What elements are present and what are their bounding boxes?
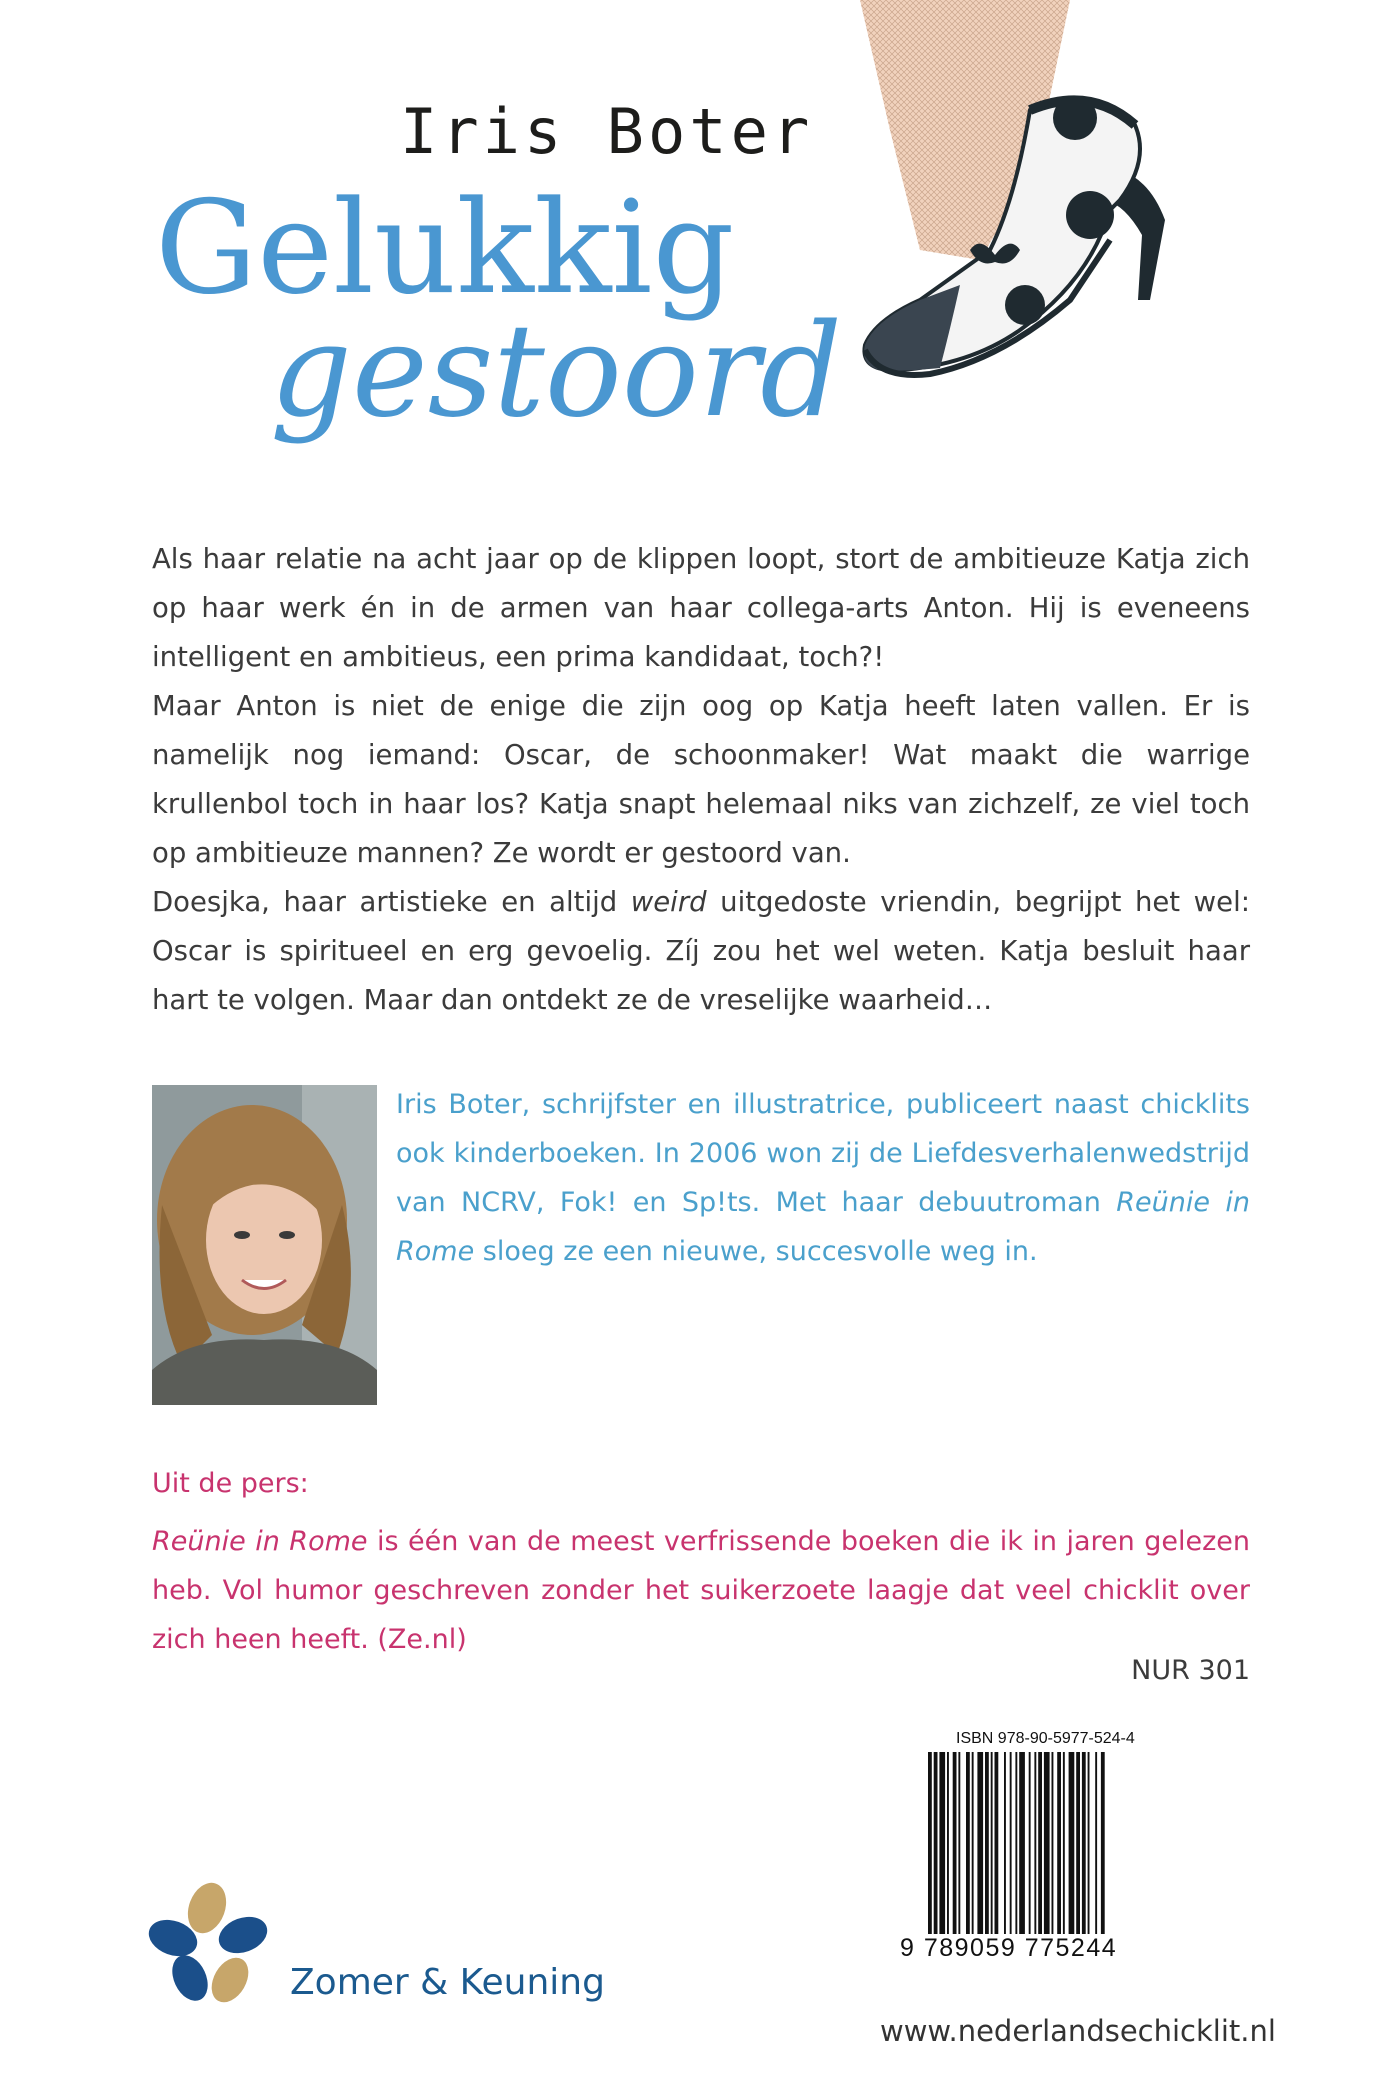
- blurb-paragraph-2: Maar Anton is niet de enige die zijn oog op Katja heeft laten vallen. Er is namelijk nog iemand: Oscar, de schoonmaker! Wat maakt die warrige krullenbol toch in haar los? Katja snapt helemaal niks van zichzelf, ze viel toch op ambitieuze mannen? Ze wordt er gestoord van.: [152, 690, 1250, 869]
- press-book-title: Reünie in Rome: [152, 1526, 368, 1557]
- barcode-bar: [1015, 1752, 1017, 1956]
- barcode-bar: [966, 1752, 970, 1956]
- publisher-logo-icon: [145, 1880, 270, 2005]
- barcode-bar: [985, 1752, 989, 1956]
- barcode-bar: [1063, 1752, 1065, 1956]
- barcode-bar: [1069, 1752, 1075, 1956]
- bio-text: Iris Boter, schrijfster en illustratrice, publiceert naast chicklits ook kinderboeken. In 2006 won zij de Liefdesverhalenwedstrijd van NCRV, Fok! en Sp!ts. Met haar debuutroman: [396, 1089, 1250, 1218]
- blurb-paragraph-3: [152, 878, 1250, 1025]
- barcode-bar: [1004, 1752, 1006, 1956]
- blurb-italic-word: weird: [630, 886, 707, 918]
- title-line-2: gestoord: [270, 297, 843, 446]
- barcode-bar: [977, 1752, 983, 1956]
- barcode-bar: [1010, 1752, 1012, 1956]
- blurb-paragraph-1: Als haar relatie na acht jaar op de klippen loopt, stort de ambitieuze Katja zich op haar werk én in de armen van haar collega-arts Anton. Hij is eveneens intelligent en ambitieus, een prima kandidaat, toch?!: [152, 543, 1250, 673]
- shoe-illustration: [820, 0, 1260, 440]
- barcode-bar: [991, 1752, 993, 1956]
- author-photo: [152, 1085, 377, 1405]
- barcode: [928, 1752, 1172, 1956]
- isbn-label: ISBN 978-90-5977-524-4: [956, 1730, 1135, 1747]
- nur-code: NUR 301: [1131, 1655, 1250, 1686]
- barcode-bar: [1076, 1752, 1080, 1956]
- blurb-text: Doesjka, haar artistieke en altijd: [152, 886, 631, 918]
- barcode-bar: [1029, 1752, 1031, 1956]
- barcode-bar: [947, 1752, 949, 1956]
- barcode-bar: [958, 1752, 960, 1956]
- barcode-bar: [1044, 1752, 1050, 1956]
- barcode-bar: [1034, 1752, 1036, 1956]
- barcode-bar: [1095, 1752, 1097, 1956]
- barcode-bar: [1038, 1752, 1042, 1956]
- barcode-bar: [934, 1752, 938, 1956]
- barcode-bar: [939, 1752, 945, 1956]
- author-bio: [396, 1080, 1250, 1276]
- barcode-bar: [1019, 1752, 1025, 1956]
- website-url: www.nederlandsechicklit.nl: [880, 2014, 1276, 2048]
- author-name: Iris Boter: [400, 95, 814, 168]
- barcode-bar: [1082, 1752, 1086, 1956]
- bio-book-title: Reünie in Rome: [396, 1187, 1250, 1267]
- barcode-bar: [928, 1752, 932, 1956]
- press-label: Uit de pers:: [152, 1468, 309, 1499]
- barcode-bar: [995, 1752, 999, 1956]
- barcode-bar: [1057, 1752, 1061, 1956]
- barcode-bar: [972, 1752, 974, 1956]
- barcode-bar: [953, 1752, 957, 1956]
- barcode-bar: [1052, 1752, 1054, 1956]
- barcode-bar: [1088, 1752, 1090, 1956]
- press-quote: [152, 1517, 1250, 1664]
- bio-text: sloeg ze een nieuwe, succesvolle weg in.: [474, 1236, 1038, 1267]
- blurb-text: uitgedoste vriendin, begrijpt het wel: Oscar is spiritueel en erg gevoelig. Zíj zou het wel weten. Katja besluit haar hart te volgen. Maar dan ontdekt ze de vreselijke waarheid…: [152, 886, 1250, 1016]
- barcode-bar: [1101, 1752, 1105, 1956]
- title-line-1: Gelukkig: [155, 174, 735, 323]
- publisher-name: Zomer & Keuning: [290, 1962, 605, 2003]
- press-text: is één van de meest verfrissende boeken die ik in jaren gelezen heb. Vol humor geschreven zonder het suikerzoete laagje dat veel chicklit over zich heen heeft. (Ze.nl): [152, 1526, 1250, 1655]
- barcode-digits: 9 789059 775244: [900, 1934, 1118, 1962]
